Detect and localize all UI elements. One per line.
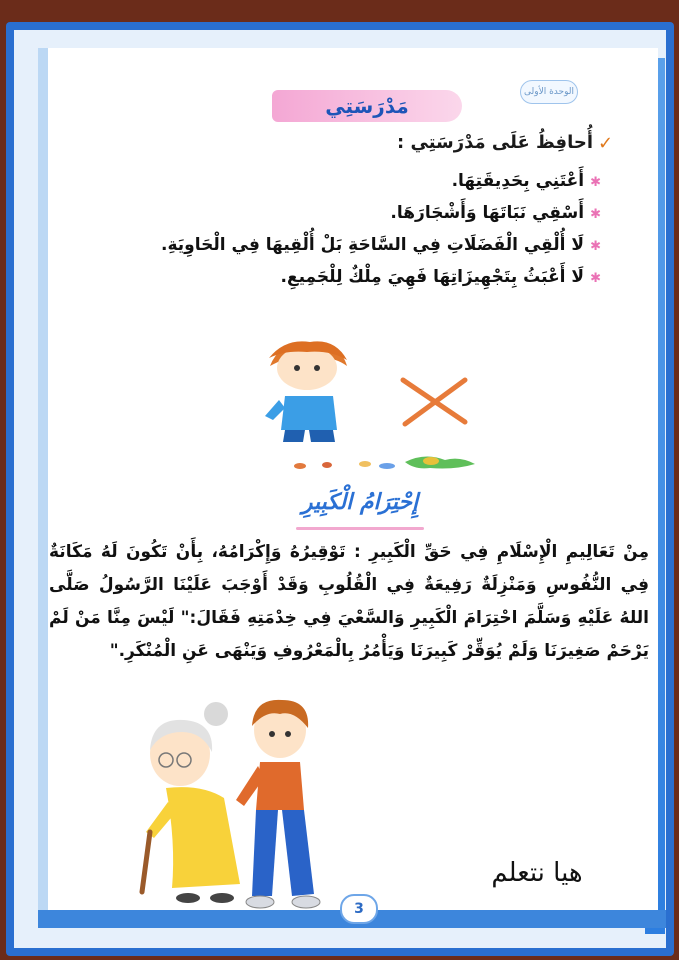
walking-cane <box>142 832 150 892</box>
boy-trousers <box>282 810 314 896</box>
list-item-text: أَسْقِي نَبَاتَهَا وَأَشْجَارَهَا. <box>390 203 585 223</box>
list-item <box>81 165 601 197</box>
boy-shirt <box>256 762 304 810</box>
unit-label: الوحدة الأولى <box>520 80 578 104</box>
list-item-text: لَا أَعْبَثُ بِتَجْهِيزَاتِهَا فَهِيَ مِلْكٌ لِلْجَمِيعِ. <box>280 267 585 287</box>
handwritten-note: هيا نتعلم <box>491 858 583 888</box>
grandma-shoe <box>210 893 234 903</box>
boy-shorts <box>309 430 335 442</box>
litter-piece <box>294 463 306 469</box>
litter-piece <box>322 462 332 468</box>
boy-arm <box>265 400 285 420</box>
section-paragraph <box>49 536 649 668</box>
list-item <box>81 197 601 229</box>
boy-shoe <box>246 896 274 908</box>
list-item-text: لَا أُلْقِي الْفَضَلَاتِ فِي السَّاحَةِ بَلْ أُلْقِيهَا فِي الْحَاوِيَةِ. <box>161 235 585 255</box>
boy-shoe <box>292 896 320 908</box>
bullet-list <box>81 165 601 293</box>
list-item-text: أَعْتَنِي بِحَدِيقَتِهَا. <box>451 171 585 191</box>
respect-elders-illustration <box>132 692 352 917</box>
boy-eye <box>314 365 320 371</box>
list-item <box>81 261 601 293</box>
boy-trousers <box>252 810 278 896</box>
grandma-dress <box>166 787 240 888</box>
boy-eye <box>294 365 300 371</box>
grandma-shoe <box>176 893 200 903</box>
litter-piece <box>423 457 439 465</box>
asterisk-icon: ✱ <box>590 271 601 286</box>
boy-eye <box>285 731 291 737</box>
section-title: إِحْتِرَامُ الْكَبِيرِ <box>301 490 419 515</box>
title-underline <box>296 527 424 530</box>
asterisk-icon: ✱ <box>590 207 601 222</box>
page-number: 3 <box>340 894 378 924</box>
section-intro: أُحافِظُ عَلَى مَدْرَسَتِي : <box>397 132 593 153</box>
grandma-bun <box>204 702 228 726</box>
page-title: مَدْرَسَتِي <box>325 94 409 118</box>
boy-shirt <box>281 396 337 430</box>
list-item <box>81 229 601 261</box>
boy-shorts <box>283 430 305 442</box>
asterisk-icon: ✱ <box>590 175 601 190</box>
boy-eye <box>269 731 275 737</box>
litter-piece <box>359 461 371 467</box>
paragraph-text: مِنْ تَعَالِيمِ الْإِسْلَامِ فِي حَقِّ الْكَبِيرِ : تَوْقِيرُهُ وَإِكْرَامُهُ، بِأَنْ تَكُونَ لَهُ مَكَانَةٌ فِي النُّفُوسِ وَمَنْزِلَةٌ رَفِيعَةٌ فِي الْقُلُوبِ وَقَدْ أَوْجَبَ عَلَيْنَا الرَّسُولُ صَلَّى اللهُ عَلَيْهِ وَسَلَّمَ احْتِرَامَ الْكَبِيرِ وَالسَّعْيَ فِي خِدْمَتِهِ فَقَالَ:" لَيْسَ مِنَّا مَنْ لَمْ يَرْحَمْ صَغِيرَنَا وَلَمْ يُوَقِّرْ كَبِيرَنَا وَيَأْمُرُ بِالْمَعْرُوفِ وَيَنْهَى عَنِ الْمُنْكَرِ." <box>49 542 649 661</box>
asterisk-icon: ✱ <box>590 239 601 254</box>
check-icon: ✓ <box>598 133 614 154</box>
grass-patch <box>405 456 475 468</box>
littering-illustration <box>255 338 495 478</box>
litter-piece <box>379 463 395 469</box>
